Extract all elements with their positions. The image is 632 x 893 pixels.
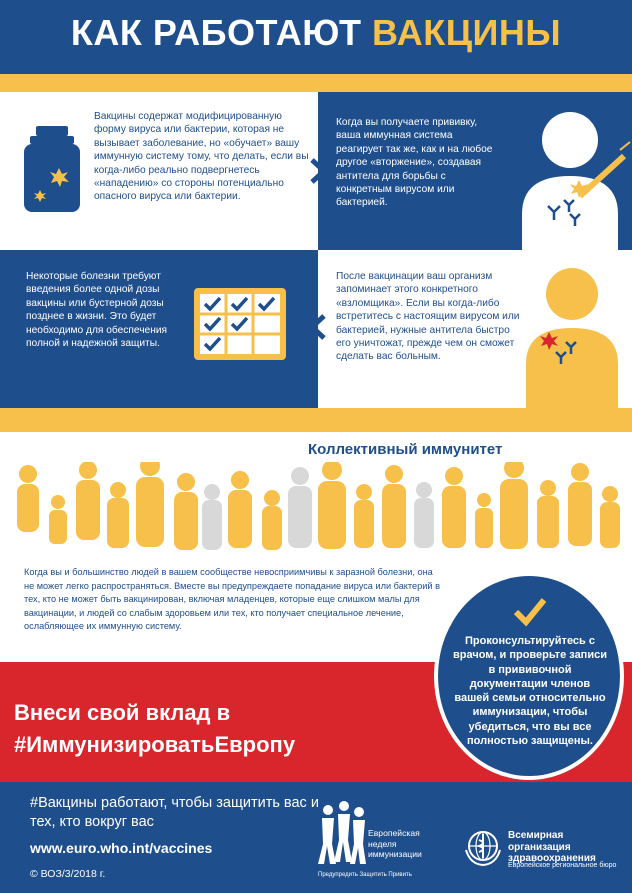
section-stripe bbox=[0, 408, 632, 432]
person-protected-icon bbox=[516, 262, 626, 408]
consult-text: Проконсультируйтесь с врачом, и проверьте записи в прививочной документации членов вашей семьи относительно иммунизации, чтобы убедиться, что вы все полностью защищены. bbox=[453, 635, 607, 748]
who-name: Всемирная организация здравоохранения bbox=[508, 830, 596, 864]
person-vaccinated-icon bbox=[508, 104, 632, 250]
who-emblem-icon bbox=[462, 828, 504, 868]
header-stripe bbox=[0, 74, 632, 92]
who-regional-bureau: Европейское региональное бюро bbox=[508, 862, 617, 869]
immunization-week-tagline: Предупредить Защитить Привить bbox=[318, 872, 412, 878]
step-4-text: После вакцинации ваш организм запоминает этого конкретного «взломщика». Если вы когда-либо встретитесь с настоящим вирусом или бактерией, нужные антитела быстро его уничтожат, прежде чем он сможет сделать вас больным. bbox=[336, 271, 520, 363]
step-1-text: Вакцины содержат модифицированную форму вируса или бактерии, которая не вызывает заболевание, но «обучает» вашу иммунную систему тому, что делать, если вы когда-либо реально подвергнетесь «нападению» со стороны потенциально опасного вируса или бактерии. bbox=[94, 111, 309, 203]
immunization-week-logo-icon bbox=[318, 800, 366, 868]
chevron-right-icon bbox=[306, 156, 330, 186]
cta-line-1: Внеси свой вклад в bbox=[14, 700, 231, 725]
chevron-left-icon bbox=[306, 312, 330, 342]
vaccine-vial-icon bbox=[22, 126, 82, 214]
copyright: © ВОЗ/3/2018 г. bbox=[30, 868, 106, 880]
page-title bbox=[0, 12, 632, 54]
cta-hashtag: #ИммунизироватьЕвропу bbox=[14, 732, 296, 757]
herd-immunity-text: Когда вы и большинство людей в вашем сообществе невосприимчивы к заразной болезни, она не может легко распространяться. Вместе вы предупреждаете попадание вируса или бактерий в тех, кто не может быть вакцинирован, включая младенцев, которые еще слишком малы для вакцинации, и людей со слабым здоровьем или тех, кто получает специальное лечение, ослабляющее их иммунную систему. bbox=[24, 567, 440, 632]
immunization-week-name: Европейская неделя иммунизации bbox=[368, 828, 422, 859]
footer-url-link[interactable]: www.euro.who.int/vaccines bbox=[30, 840, 213, 856]
crowd-illustration bbox=[14, 462, 620, 558]
step-2-text: Когда вы получаете прививку, ваша иммунная система реагирует так же, как и на любое другое «вторжение», создавая антитела для борьбы с конкретным вирусом или бактерией. bbox=[336, 117, 493, 209]
title-highlight: ВАКЦИНЫ bbox=[372, 12, 562, 53]
checklist-calendar-icon bbox=[194, 288, 286, 360]
step-3-text: Некоторые болезни требуют введения более одной дозы вакцины или бустерной дозы позднее в жизни. Это будет необходимо для обеспечения полной и надежной защиты. bbox=[26, 271, 168, 350]
title-main: КАК РАБОТАЮТ bbox=[70, 12, 362, 53]
herd-immunity-title: Коллективный иммунитет bbox=[308, 441, 503, 458]
footer-slogan: #Вакцины работают, чтобы защитить вас и тех, кто вокруг вас bbox=[30, 795, 319, 830]
checkmark-icon bbox=[512, 596, 548, 628]
